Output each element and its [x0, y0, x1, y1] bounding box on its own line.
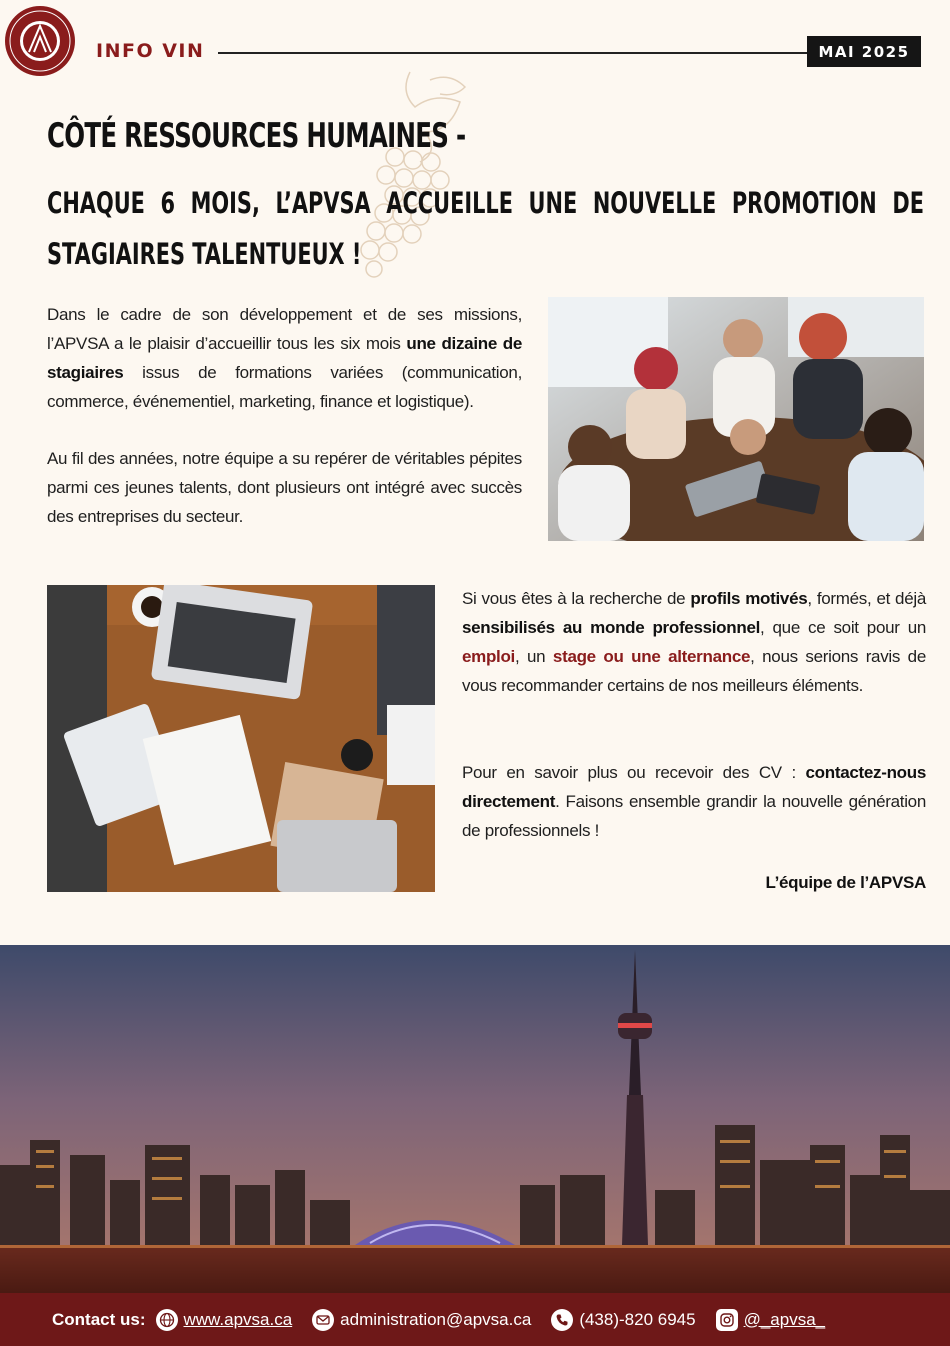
instagram-handle[interactable]: @_apvsa_ [743, 1309, 826, 1329]
highlight-professional: sensibilisés au monde professionnel [462, 618, 761, 637]
highlight-internship: stage ou une alternance [552, 647, 751, 666]
team-meeting-photo [548, 297, 924, 541]
highlight-motivated: profils motivés [690, 589, 808, 608]
contact-footer [0, 1293, 950, 1346]
instagram-icon [716, 1309, 738, 1331]
signature: L’équipe de l’APVSA [765, 873, 926, 892]
phone-number[interactable]: (438)-820 6945 [579, 1309, 696, 1329]
globe-icon [156, 1309, 178, 1331]
email-contact[interactable] [312, 1309, 531, 1331]
paragraph-profiles: Si vous êtes à la recherche de profils motivés, formés, et déjà sensibilisés au monde professionnel, que ce soit pour un emploi, un stage ou une alternance, nous serions ravis de vous recommander certains de nos meilleurs éléments. [462, 589, 927, 695]
paragraph-intro: Dans le cadre de son développement et de ses missions, l’APVSA a le plaisir d’accueillir tous les six mois une dizaine de stagiaires issus de formations variées (communication, commerce, événementiel, marketing, finance et logistique). [47, 305, 523, 411]
article-subtitle: CHAQUE 6 MOIS, L’APVSA ACCUEILLE UNE NOUVELLE PROMOTION DE STAGIAIRES TALENTUEUX ! [47, 186, 924, 271]
website-link[interactable]: www.apvsa.ca [183, 1309, 293, 1329]
desk-laptops-photo [47, 585, 435, 892]
highlight-job: emploi [462, 647, 515, 666]
association-seal-logo [3, 4, 77, 78]
section-label: INFO VIN [96, 40, 205, 62]
paragraph-contact: Pour en savoir plus ou recevoir des CV : contactez-nous directement. Faisons ensemble grandir la nouvelle génération de professionnels ! [462, 763, 926, 840]
phone-contact[interactable] [551, 1309, 695, 1331]
website-contact[interactable] [156, 1309, 293, 1331]
highlight-interns: une dizaine de stagiaires [47, 334, 523, 382]
city-skyline-image [0, 945, 950, 1293]
paragraph-talents: Au fil des années, notre équipe a su repérer de véritables pépites parmi ces jeunes talents, dont plusieurs ont intégré avec succès des entreprises du secteur. [47, 449, 522, 526]
instagram-contact[interactable] [716, 1309, 826, 1331]
highlight-contact-us: contactez-nous directement [462, 763, 926, 811]
article-title: CÔTÉ RESSOURCES HUMAINES - [47, 116, 466, 156]
email-link[interactable]: administration@apvsa.ca [340, 1309, 532, 1329]
contact-label: Contact us: [52, 1309, 146, 1329]
header-divider [218, 52, 810, 54]
issue-date-badge: MAI 2025 [807, 36, 921, 67]
phone-icon [551, 1309, 573, 1331]
envelope-icon [312, 1309, 334, 1331]
